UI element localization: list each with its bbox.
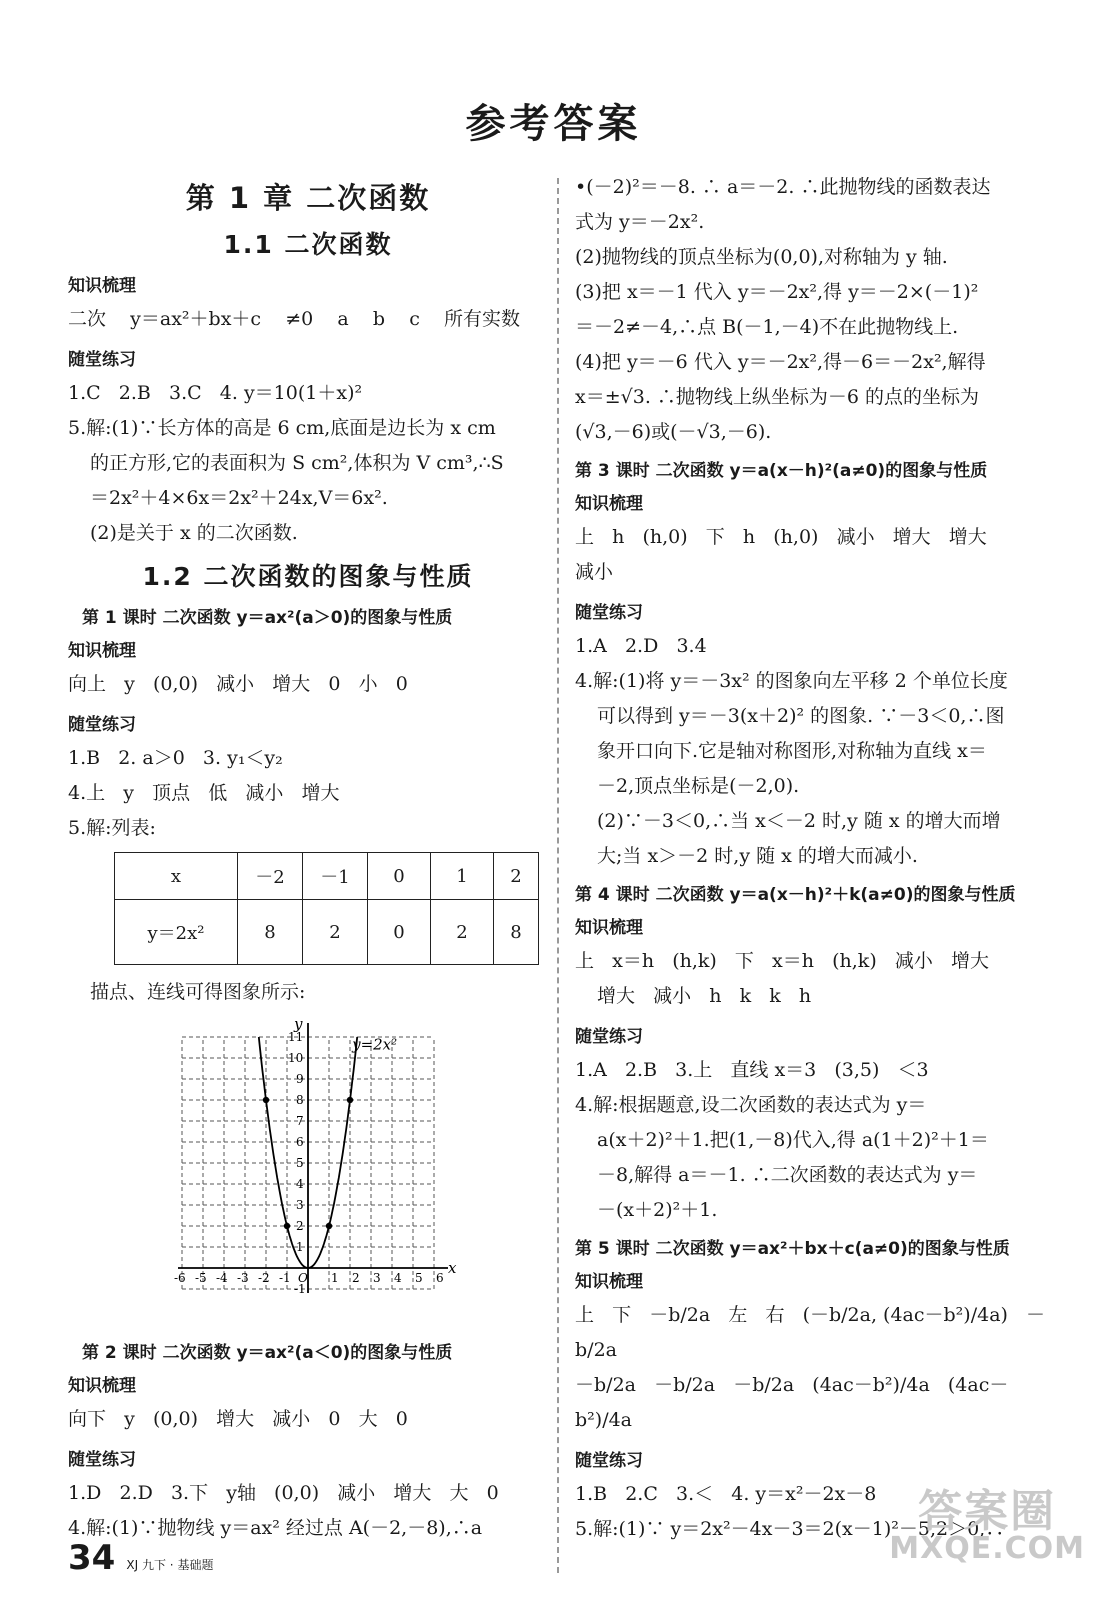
practice-heading: 随堂练习 <box>575 603 643 623</box>
answer-line: 4.解:(1)将 y＝－3x² 的图象向左平移 2 个单位长度 <box>575 670 1008 692</box>
lesson-title-4: 第 4 课时 二次函数 y＝a(x－h)²＋k(a≠0)的图象与性质 <box>575 885 1016 905</box>
x-tick-label: 1 <box>331 1271 339 1285</box>
table-cell: x <box>115 853 238 900</box>
lesson-title-2: 第 2 课时 二次函数 y＝ax²(a＜0)的图象与性质 <box>82 1343 453 1363</box>
answer-line: 1.D 2.D 3.下 y轴 (0,0) 减小 增大 大 0 <box>68 1482 499 1504</box>
y-axis-label: y <box>294 1018 303 1033</box>
x-tick-label: -2 <box>258 1271 270 1285</box>
data-point <box>326 1223 332 1229</box>
y-tick-label: 4 <box>296 1177 304 1191</box>
answer-line: a(x＋2)²＋1.把(1,－8)代入,得 a(1＋2)²＋1＝ <box>597 1129 989 1151</box>
y-tick-label: 8 <box>296 1093 304 1107</box>
knowledge-answers: 上 x＝h (h,k) 下 x＝h (h,k) 减小 增大 <box>575 950 989 972</box>
knowledge-answers: 上 下 －b/2a 左 右 (－b/2a, (4ac－b²)/4a) －b/2a <box>575 1304 1046 1361</box>
knowledge-heading: 知识梳理 <box>68 1376 136 1396</box>
answer-line: 描点、连线可得图象所示: <box>90 981 306 1003</box>
knowledge-heading: 知识梳理 <box>68 276 136 296</box>
answer-line: 1.A 2.D 3.4 <box>575 635 707 657</box>
y-tick-label: 6 <box>296 1135 304 1149</box>
watermark-text: 答案圈 <box>918 1486 1057 1537</box>
answer-line: 1.B 2.C 3.＜ 4. y＝x²－2x－8 <box>575 1483 877 1505</box>
x-tick-label: -3 <box>237 1271 249 1285</box>
y-tick-label: 7 <box>296 1114 304 1128</box>
watermark-url: MXQE.COM <box>889 1531 1085 1566</box>
answer-line: －(x＋2)²＋1. <box>597 1199 718 1221</box>
data-point <box>263 1097 269 1103</box>
right-column <box>575 170 1065 1547</box>
table-cell: 1 <box>431 853 494 900</box>
y-tick-label: 1 <box>296 1240 304 1254</box>
x-tick-label: 4 <box>394 1271 402 1285</box>
answer-line: 象开口向下.它是轴对称图形,对称轴为直线 x＝ <box>597 740 987 762</box>
table-cell: 0 <box>368 853 431 900</box>
y-tick-label: -1 <box>294 1282 306 1296</box>
answer-line: ＝2x²＋4×6x＝2x²＋24x,V＝6x². <box>90 487 388 509</box>
x-axis-label: x <box>448 1259 457 1277</box>
section-title-1-2: 1.2 二次函数的图象与性质 <box>142 562 474 591</box>
left-column <box>68 170 548 1546</box>
answer-line: 大;当 x＞－2 时,y 随 x 的增大而减小. <box>597 845 918 867</box>
table-cell: 8 <box>238 900 303 965</box>
knowledge-answers: －b/2a －b/2a －b/2a (4ac－b²)/4a (4ac－b²)/4a <box>575 1374 1009 1431</box>
knowledge-answers: 二次 y＝ax²＋bx＋c ≠0 a b c 所有实数 <box>68 308 521 330</box>
x-tick-label: -4 <box>216 1271 228 1285</box>
answer-line: •(－2)²＝－8. ∴ a＝－2. ∴此抛物线的函数表达 <box>575 176 991 198</box>
answer-line: 可以得到 y＝－3(x＋2)² 的图象. ∵－3＜0,∴图 <box>597 705 1005 727</box>
value-table <box>114 852 539 965</box>
answer-line: －2,顶点坐标是(－2,0). <box>597 775 800 797</box>
answer-line: 的正方形,它的表面积为 S cm²,体积为 V cm³,∴S <box>90 452 504 474</box>
x-tick-label: 6 <box>436 1271 444 1285</box>
table-row <box>115 853 539 900</box>
section-title-1-1: 1.1 二次函数 <box>223 230 393 259</box>
watermark <box>889 1486 1085 1566</box>
answer-line: 1.C 2.B 3.C 4. y＝10(1＋x)² <box>68 382 363 404</box>
data-point <box>347 1097 353 1103</box>
table-cell: y＝2x² <box>115 900 238 965</box>
table-cell: 2 <box>494 853 539 900</box>
knowledge-heading: 知识梳理 <box>575 918 643 938</box>
answer-line: (4)把 y＝－6 代入 y＝－2x²,得－6＝－2x²,解得 <box>575 351 986 373</box>
answer-line: (3)把 x＝－1 代入 y＝－2x²,得 y＝－2×(－1)² <box>575 281 979 303</box>
knowledge-heading: 知识梳理 <box>68 641 136 661</box>
x-tick-label: -5 <box>195 1271 207 1285</box>
knowledge-heading: 知识梳理 <box>575 1272 643 1292</box>
answer-line: ＝－2≠－4,∴点 B(－1,－4)不在此抛物线上. <box>575 316 959 338</box>
book-label: XJ 九下 · 基础题 <box>126 1558 214 1572</box>
y-tick-label: 10 <box>288 1051 304 1065</box>
knowledge-heading: 知识梳理 <box>575 494 643 514</box>
answer-line: 式为 y＝－2x². <box>575 211 705 233</box>
table-cell: 2 <box>303 900 368 965</box>
answer-line: 5.解:(1)∵ y＝2x²－4x－3＝2(x－1)²－5,2＞0,∴ <box>575 1518 1005 1540</box>
answer-line: (2)抛物线的顶点坐标为(0,0),对称轴为 y 轴. <box>575 246 948 268</box>
answer-line: 5.解:列表: <box>68 817 156 839</box>
parabola-chart <box>168 1018 468 1318</box>
answer-line: x＝±√3. ∴抛物线上纵坐标为－6 的点的坐标为 <box>575 386 980 408</box>
x-tick-label: 2 <box>352 1271 360 1285</box>
y-tick-label: 5 <box>296 1156 304 1170</box>
practice-heading: 随堂练习 <box>575 1027 643 1047</box>
y-tick-label: 11 <box>288 1030 304 1044</box>
table-row <box>115 900 539 965</box>
practice-heading: 随堂练习 <box>68 1450 136 1470</box>
answer-line: (2)是关于 x 的二次函数. <box>90 522 298 544</box>
answer-line: 4.解:根据题意,设二次函数的表达式为 y＝ <box>575 1094 927 1116</box>
y-tick-label: 3 <box>296 1198 304 1212</box>
lesson-title-1: 第 1 课时 二次函数 y＝ax²(a＞0)的图象与性质 <box>82 608 453 628</box>
practice-heading: 随堂练习 <box>68 350 136 370</box>
knowledge-answers: 增大 减小 h k k h <box>597 985 812 1007</box>
page-number: 34 <box>68 1538 116 1578</box>
practice-heading: 随堂练习 <box>68 715 136 735</box>
knowledge-answers: 向上 y (0,0) 减小 增大 0 小 0 <box>68 673 408 695</box>
table-cell: －2 <box>238 853 303 900</box>
answer-line: 4.解:(1)∵抛物线 y＝ax² 经过点 A(－2,－8),∴a <box>68 1517 483 1539</box>
answer-line: 1.A 2.B 3.上 直线 x＝3 (3,5) ＜3 <box>575 1059 929 1081</box>
answer-line: 5.解:(1)∵长方体的高是 6 cm,底面是边长为 x cm <box>68 417 496 439</box>
column-divider <box>557 178 559 1573</box>
page-title: 参考答案 <box>465 101 642 147</box>
lesson-title-3: 第 3 课时 二次函数 y＝a(x－h)²(a≠0)的图象与性质 <box>575 461 988 481</box>
x-tick-label: -6 <box>174 1271 186 1285</box>
x-tick-label: O <box>298 1271 308 1285</box>
knowledge-answers: 上 h (h,0) 下 h (h,0) 减小 增大 增大 <box>575 526 987 548</box>
answer-line: 4.上 y 顶点 低 减小 增大 <box>68 782 340 804</box>
answer-line: (√3,－6)或(－√3,－6). <box>575 421 772 443</box>
page-footer <box>68 1538 213 1578</box>
x-tick-label: -1 <box>279 1271 291 1285</box>
data-point <box>284 1223 290 1229</box>
y-tick-label: 2 <box>296 1219 304 1233</box>
curve-label: y=2x² <box>352 1035 398 1054</box>
answer-line: －8,解得 a＝－1. ∴二次函数的表达式为 y＝ <box>597 1164 978 1186</box>
x-tick-label: 5 <box>415 1271 423 1285</box>
knowledge-answers: 向下 y (0,0) 增大 减小 0 大 0 <box>68 1408 408 1430</box>
table-cell: 2 <box>431 900 494 965</box>
y-tick-label: 9 <box>296 1072 304 1086</box>
knowledge-answers: 减小 <box>575 561 614 583</box>
table-cell: －1 <box>303 853 368 900</box>
table-cell: 8 <box>494 900 539 965</box>
chapter-title: 第 1 章 二次函数 <box>185 181 431 215</box>
table-cell: 0 <box>368 900 431 965</box>
x-tick-label: 3 <box>373 1271 381 1285</box>
answer-line: 1.B 2. a＞0 3. y₁＜y₂ <box>68 747 283 769</box>
answer-line: (2)∵－3＜0,∴当 x＜－2 时,y 随 x 的增大而增 <box>597 810 1001 832</box>
practice-heading: 随堂练习 <box>575 1451 643 1471</box>
lesson-title-5: 第 5 课时 二次函数 y＝ax²＋bx＋c(a≠0)的图象与性质 <box>575 1239 1010 1259</box>
